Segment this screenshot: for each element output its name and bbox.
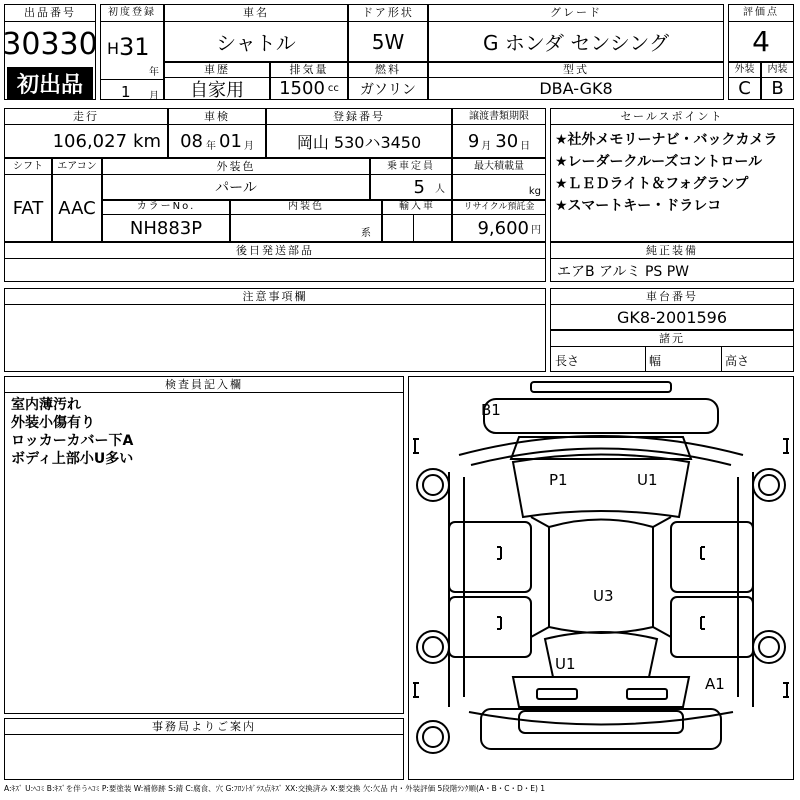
ac-header: エアコン (53, 159, 101, 175)
inspection-month: 01 (219, 130, 242, 152)
fuel-header: 燃料 (349, 63, 427, 78)
mileage: 106,027 (52, 130, 128, 152)
office-header: 事務局よりご案内 (5, 719, 403, 735)
height-label: 高さ (725, 354, 750, 368)
equipment-box (550, 242, 794, 282)
grade-header: グレード (429, 5, 723, 22)
exterior-grade: C (738, 78, 751, 99)
transfer-day-unit: 日 (520, 140, 531, 152)
model-box (428, 62, 724, 100)
interior-color-unit: 系 (361, 227, 371, 239)
first-registration-box (100, 4, 164, 100)
recycle-unit: 円 (531, 224, 541, 236)
registration-year: 31 (119, 33, 150, 61)
chassis-number: GK8-2001596 (616, 307, 728, 327)
capacity: 5 (413, 176, 425, 198)
transfer-day: 30 (495, 130, 519, 152)
lot-number: 30330 (2, 27, 98, 62)
capacity-header: 乗車定員 (371, 159, 451, 175)
import-box (382, 200, 452, 242)
score-box (728, 4, 794, 62)
interior-grade-box (761, 62, 794, 100)
score-header: 評価点 (729, 5, 793, 22)
first-listing-badge: 初出品 (7, 67, 93, 99)
plate-box (266, 108, 452, 158)
transfer-deadline-header: 譲渡書類期限 (453, 109, 545, 125)
inspection-year-unit: 年 (206, 140, 216, 152)
inspector-note: ボディ上部小U多い (11, 451, 134, 467)
damage-label-u3: U3 (593, 587, 614, 605)
sales-point: ★ＬＥＤライト＆フォグランプ (555, 176, 749, 192)
year-unit: 年 (149, 67, 159, 78)
color-number: NH883P (129, 217, 203, 239)
car-name-box (164, 4, 348, 62)
mileage-box (4, 108, 168, 158)
door-box (348, 4, 428, 62)
damage-label-u1-bottom: U1 (555, 655, 576, 673)
recycle-header: リサイクル預託金 (453, 201, 545, 215)
length-label: 長さ (555, 354, 580, 368)
legend: A:ｷｽﾞ U:ﾍｺﾐ B:ｷｽﾞを伴うﾍｺﾐ P:要塗装 W:補修跡 S:錆 C:腐食、穴 G:ﾌﾛﾝﾄｶﾞﾗｽ点ｷｽﾞ XX:交換済み X:要交換 欠:欠品 内・外装評価 5段階ﾗﾝｸ順(A・B・C・D・E) 1 (4, 784, 546, 793)
shift-box (4, 158, 52, 242)
grade-box (428, 4, 724, 62)
plate-header: 登録番号 (267, 109, 451, 125)
grade: G ホンダ センシング (482, 31, 669, 55)
inspector-note: ロッカーカバー下A (11, 433, 134, 449)
displacement-header: 排気量 (271, 63, 347, 78)
exterior-grade-box (728, 62, 761, 100)
exterior-grade-header: 外装 (729, 63, 760, 78)
car-diagram (408, 376, 794, 780)
recycle-box (452, 200, 546, 242)
color-number-box (102, 200, 230, 242)
car-name-header: 車名 (165, 5, 347, 22)
equipment: エアB アルミ PS PW (557, 264, 690, 280)
car-outline (409, 377, 793, 779)
transfer-month: 9 (467, 130, 480, 152)
interior-grade-header: 内装 (762, 63, 793, 78)
mileage-header: 走行 (5, 109, 167, 125)
notes-box (4, 288, 546, 372)
capacity-unit: 人 (435, 183, 445, 195)
chassis-header: 車台番号 (551, 289, 793, 305)
color-number-header: カラーNo. (103, 201, 229, 215)
import-header: 輸入車 (383, 201, 451, 215)
car-name: シャトル (216, 31, 296, 55)
interior-color-box (230, 200, 382, 242)
score: 4 (752, 25, 770, 58)
month-unit: 月 (149, 91, 159, 102)
displacement: 1500 (279, 78, 325, 99)
shift-header: シフト (5, 159, 51, 175)
max-load-unit: kg (528, 185, 541, 197)
damage-label-p1: P1 (549, 471, 568, 489)
damage-label-u1-top: U1 (637, 471, 658, 489)
era-label: H (107, 39, 120, 58)
equipment-header: 純正装備 (551, 243, 793, 259)
inspection-header: 車検 (169, 109, 265, 125)
shift: FAT (12, 197, 44, 219)
max-load-box (452, 158, 546, 200)
inspector-header: 検査員記入欄 (5, 377, 403, 393)
spec-box (550, 330, 794, 372)
damage-label-a1: A1 (705, 675, 725, 693)
sales-point: ★レーダークルーズコントロール (555, 154, 763, 170)
model-header: 型式 (429, 63, 723, 78)
history: 自家用 (190, 79, 244, 101)
ac-box (52, 158, 102, 242)
color-box (102, 158, 370, 200)
later-parts-box (4, 242, 546, 282)
lot-number-box (4, 4, 96, 100)
registration-month: 1 (121, 83, 131, 101)
door-header: ドア形状 (349, 5, 427, 22)
recycle-fee: 9,600 (477, 217, 529, 239)
ac: AAC (58, 197, 96, 219)
lot-number-header: 出品番号 (5, 5, 95, 22)
fuel-box (348, 62, 428, 100)
notes-header: 注意事項欄 (5, 289, 545, 305)
history-header: 車歴 (165, 63, 269, 78)
displacement-box (270, 62, 348, 100)
max-load-header: 最大積載量 (453, 159, 545, 175)
chassis-box (550, 288, 794, 330)
model-code: DBA-GK8 (539, 79, 613, 98)
interior-color-header: 内装色 (231, 201, 381, 215)
color-header: 外装色 (103, 159, 369, 175)
capacity-box (370, 158, 452, 200)
inspector-note: 室内薄汚れ (11, 397, 81, 413)
displacement-unit: cc (327, 83, 339, 94)
damage-label-b1: B1 (481, 401, 501, 419)
first-registration-header: 初度登録 (101, 5, 163, 22)
inspector-box (4, 376, 404, 714)
sales-points-header: セールスポイント (551, 109, 793, 125)
inspection-year: 08 (180, 130, 203, 152)
exterior-color: パール (215, 180, 257, 196)
interior-grade: B (771, 78, 784, 99)
spec-header: 諸元 (551, 331, 793, 347)
later-parts-header: 後日発送部品 (5, 243, 545, 259)
width-label: 幅 (649, 354, 662, 368)
door-type: 5W (371, 29, 405, 54)
sales-point: ★スマートキー・ドラレコ (555, 198, 722, 214)
inspector-note: 外装小傷有り (11, 415, 95, 431)
transfer-month-unit: 月 (481, 140, 492, 152)
fuel: ガソリン (360, 81, 416, 98)
sales-points-box (550, 108, 794, 242)
sales-point: ★社外メモリーナビ・バックカメラ (555, 132, 778, 148)
transfer-deadline-box (452, 108, 546, 158)
inspection-box (168, 108, 266, 158)
mileage-unit: km (133, 130, 161, 152)
inspection-month-unit: 月 (243, 140, 254, 152)
office-box (4, 718, 404, 780)
history-box (164, 62, 270, 100)
plate-number: 岡山 530ハ3450 (296, 132, 422, 152)
